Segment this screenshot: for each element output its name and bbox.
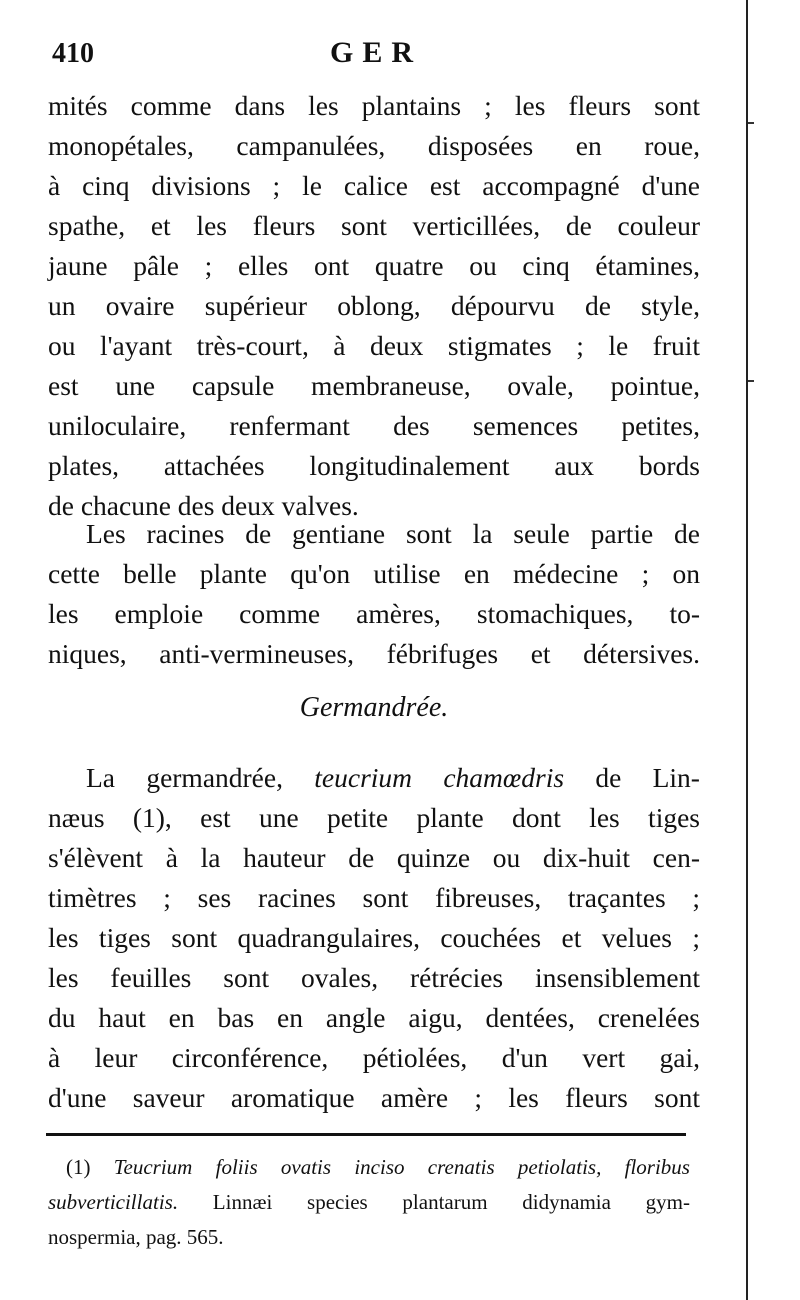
text-line: niques, anti-vermineuses, fébrifuges et détersives.: [48, 638, 700, 669]
text-line: d'une saveur aromatique amère ; les fleurs sont: [48, 1082, 700, 1113]
text-run: La germandrée,: [86, 762, 315, 793]
page-header: [52, 34, 700, 74]
page-number: 410: [52, 38, 94, 69]
text-line: du haut en bas en angle aigu, dentées, crenelées: [48, 1002, 700, 1033]
paragraph-gentiane-roots: [48, 514, 700, 674]
text-line: à cinq divisions ; le calice est accompagné d'une: [48, 170, 700, 201]
footnote-marker: (1): [66, 1155, 114, 1179]
footnote-line: [48, 1150, 690, 1185]
text-line: les tiges sont quadrangulaires, couchées et velues ;: [48, 922, 700, 953]
text-line: næus (1), est une petite plante dont les tiges: [48, 802, 700, 833]
footnote-latin: subverticillatis.: [48, 1190, 179, 1214]
footnote-latin: Teucrium foliis ovatis inciso crenatis petiolatis, floribus: [113, 1155, 690, 1179]
text-line: mités comme dans les plantains ; les fleurs sont: [48, 90, 700, 121]
page-edge-mark: [748, 122, 754, 124]
text-line: les feuilles sont ovales, rétrécies insensiblement: [48, 962, 700, 993]
section-heading: Germandrée.: [299, 692, 449, 723]
text-line: monopétales, campanulées, disposées en roue,: [48, 130, 700, 161]
paragraph-germandree: [48, 758, 700, 1118]
text-line: jaune pâle ; elles ont quatre ou cinq étamines,: [48, 250, 700, 281]
footnote-line: [48, 1185, 690, 1220]
text-line: [48, 758, 700, 798]
text-line: à leur circonférence, pétiolées, d'un vert gai,: [48, 1042, 700, 1073]
text-line: un ovaire supérieur oblong, dépourvu de style,: [48, 290, 700, 321]
text-line: cette belle plante qu'on utilise en médecine ; on: [48, 558, 700, 589]
paragraph-continuation: [48, 86, 700, 526]
text-line: plates, attachées longitudinalement aux bords: [48, 450, 700, 481]
text-line: Les racines de gentiane sont la seule partie de: [86, 518, 700, 549]
running-head: GER: [329, 36, 422, 69]
text-line: s'élèvent à la hauteur de quinze ou dix-huit cen-: [48, 842, 700, 873]
footnote: [48, 1150, 690, 1255]
text-line: timètres ; ses racines sont fibreuses, traçantes ;: [48, 882, 700, 913]
text-line: ou l'ayant très-court, à deux stigmates ; le fruit: [48, 330, 700, 361]
footnote-rule: [46, 1133, 686, 1136]
latin-name: teucrium chamœdris: [314, 762, 565, 793]
text-run: de Lin-: [564, 762, 700, 793]
footnote-text: Linnæi species plantarum didynamia gym-: [178, 1190, 690, 1214]
footnote-line: nospermia, pag. 565.: [48, 1225, 224, 1249]
text-line: de chacune des deux valves.: [48, 490, 359, 521]
text-line: est une capsule membraneuse, ovale, pointue,: [48, 370, 700, 401]
text-line: les emploie comme amères, stomachiques, to-: [48, 598, 700, 629]
text-line: spathe, et les fleurs sont verticillées, de couleur: [48, 210, 700, 241]
text-line: uniloculaire, renfermant des semences petites,: [48, 410, 700, 441]
page-edge-mark: [748, 380, 754, 382]
page-edge-line: [746, 0, 748, 1300]
